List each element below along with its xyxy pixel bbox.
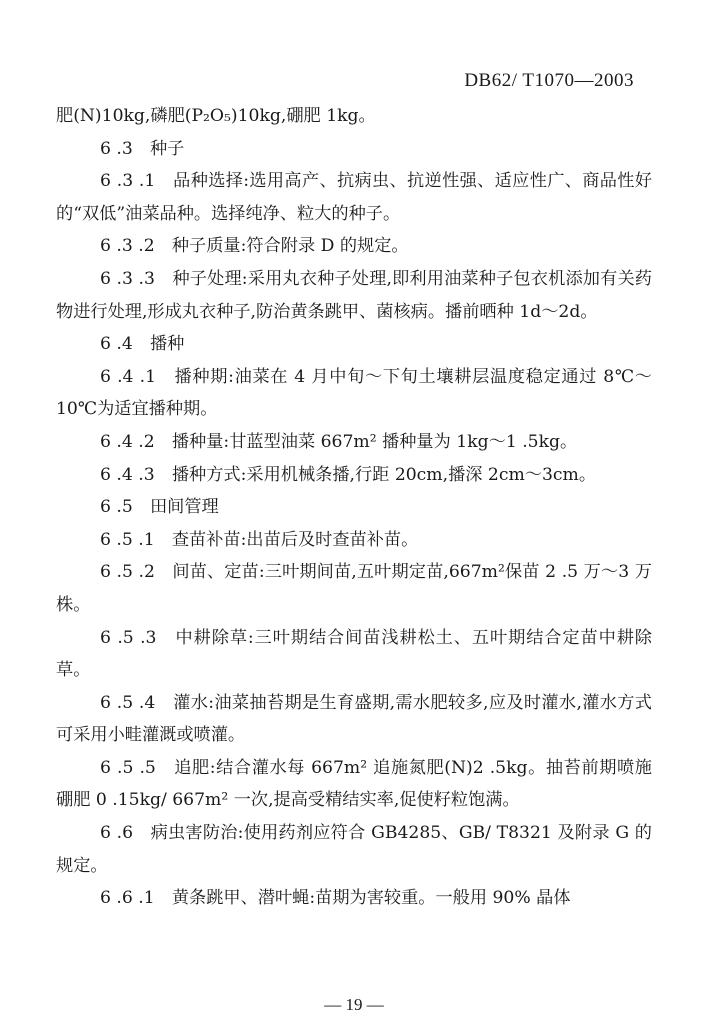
paragraph: 6 .5 .1 查苗补苗:出苗后及时查苗补苗。: [100, 529, 419, 550]
section-heading: 6 .4 播种: [100, 334, 185, 355]
paragraph: 6 .5 .5 追肥:结合灌水每 667m² 追施氮肥(N)2 .5kg。抽苔前期喷施硼肥 0 .15kg/ 667m² 一次,提高受精结实率,促使籽粒饱满。: [56, 757, 652, 811]
section-heading: 6 .5 田间管理: [100, 497, 219, 518]
paragraph: 6 .3 .2 种子质量:符合附录 D 的规定。: [100, 236, 409, 257]
paragraph: 6 .4 .3 播种方式:采用机械条播,行距 20cm,播深 2cm～3cm。: [100, 464, 597, 485]
paragraph: 6 .3 .1 品种选择:选用高产、抗病虫、抗逆性强、适应性广、商品性好的“双低”油菜品种。选择纯净、粒大的种子。: [56, 171, 652, 224]
paragraph: 肥(N)10kg,磷肥(P₂O₅)10kg,硼肥 1kg。: [56, 106, 376, 126]
paragraph: 6 .5 .4 灌水:油菜抽苔期是生育盛期,需水肥较多,应及时灌水,灌水方式可采用小畦灌溉或喷灌。: [56, 692, 652, 746]
paragraph: 6 .6 病虫害防治:使用药剂应符合 GB4285、GB/ T8321 及附录 G 的规定。: [56, 823, 652, 876]
paragraph: 6 .5 .2 间苗、定苗:三叶期间苗,五叶期定苗,667m²保苗 2 .5 万～3 万株。: [56, 562, 652, 615]
paragraph: 6 .5 .3 中耕除草:三叶期结合间苗浅耕松土、五叶期结合定苗中耕除草。: [56, 627, 652, 681]
paragraph: 6 .4 .1 播种期:油菜在 4 月中旬～下旬土壤耕层温度稳定通过 8℃～10℃为适宜播种期。: [56, 366, 652, 420]
standard-code: DB62/ T1070—2003: [464, 70, 634, 91]
paragraph: 6 .4 .2 播种量:甘蓝型油菜 667m² 播种量为 1kg～1 .5kg。: [100, 431, 578, 452]
page-number: — 19 —: [324, 995, 384, 1014]
paragraph: 6 .3 .3 种子处理:采用丸衣种子处理,即利用油菜种子包衣机添加有关药物进行处理,形成丸衣种子,防治黄条跳甲、菌核病。播前晒种 1d～2d。: [56, 268, 652, 322]
paragraph: 6 .6 .1 黄条跳甲、潜叶蝇:苗期为害较重。一般用 90% 晶体: [100, 888, 571, 909]
document-body: [56, 100, 652, 915]
section-heading: 6 .3 种子: [100, 138, 185, 159]
